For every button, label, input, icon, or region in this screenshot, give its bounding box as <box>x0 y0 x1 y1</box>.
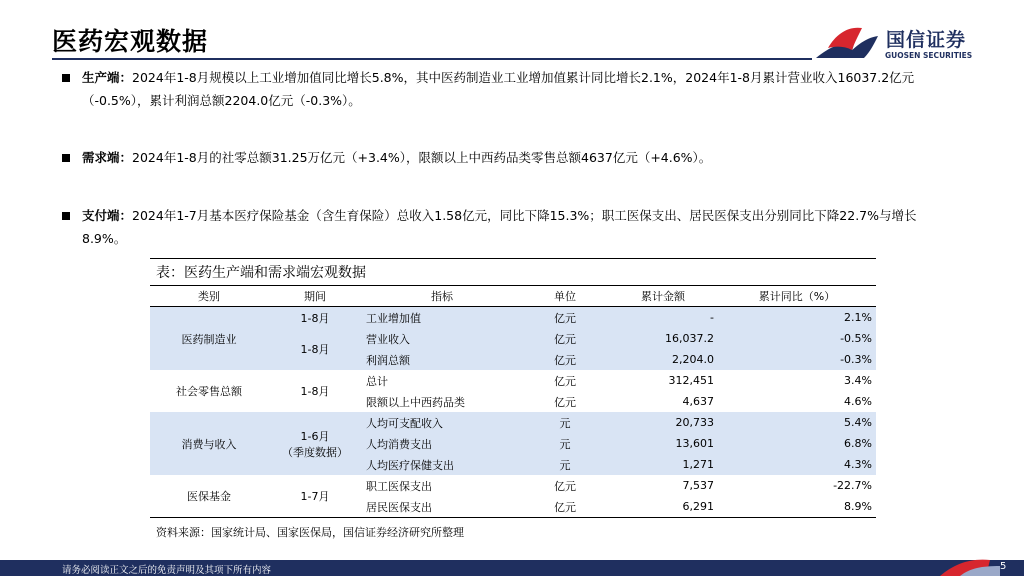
footer-decoration-icon <box>930 540 1000 576</box>
period-note: （季度数据） <box>282 445 348 459</box>
period-cell: 1-8月 <box>268 307 362 329</box>
indicator-cell: 职工医保支出 <box>366 479 432 493</box>
unit-cell: 亿元 <box>522 328 608 349</box>
yoy-cell: -0.3% <box>718 349 876 370</box>
table-header-row <box>150 286 876 307</box>
bullet-square-icon <box>62 154 70 162</box>
bullet-payment <box>62 204 952 250</box>
indicator-cell: 人均可支配收入 <box>362 412 522 433</box>
unit-cell: 元 <box>522 433 608 454</box>
indicator-cell: 营业收入 <box>362 328 522 349</box>
yoy-cell: 4.6% <box>844 395 872 408</box>
unit-cell: 元 <box>522 454 608 475</box>
unit-cell: 亿元 <box>554 374 576 388</box>
header-unit: 单位 <box>554 290 576 303</box>
unit-cell: 亿元 <box>554 395 576 409</box>
bullet-square-icon <box>62 212 70 220</box>
amount-cell: 4,637 <box>682 395 714 408</box>
yoy-cell: 2.1% <box>718 307 876 329</box>
period-cell: 1-8月 <box>268 328 362 370</box>
bullet-production <box>62 66 952 112</box>
period-cell: 1-7月 <box>300 490 330 503</box>
yoy-cell: 6.8% <box>718 433 876 454</box>
header-yoy: 累计同比（%） <box>758 290 836 303</box>
amount-cell: 16,037.2 <box>608 328 718 349</box>
yoy-cell: 3.4% <box>844 374 872 387</box>
yoy-cell: -0.5% <box>718 328 876 349</box>
category-cell: 消费与收入 <box>150 412 268 475</box>
table-row <box>150 307 876 329</box>
bullet-demand <box>62 146 952 169</box>
unit-cell: 亿元 <box>522 349 608 370</box>
category-cell: 社会零售总额 <box>176 385 242 398</box>
bullet-label: 生产端： <box>82 70 133 85</box>
unit-cell: 亿元 <box>554 500 576 514</box>
table-top-rule <box>150 258 876 259</box>
header-category: 类别 <box>198 290 220 303</box>
yoy-cell: 5.4% <box>718 412 876 433</box>
bullet-text: 2024年1-8月规模以上工业增加值同比增长5.8%，其中医药制造业工业增加值累计同比增长2.1%，2024年1-8月累计营业收入16037.2亿元（-0.5%），累计利润总额2204.0亿元（-0.3%）。 <box>82 70 915 108</box>
bullet-text: 2024年1-8月的社零总额31.25万亿元（+3.4%），限额以上中西药品类零售总额4637亿元（+4.6%）。 <box>132 150 712 165</box>
bullet-square-icon <box>62 74 70 82</box>
header-indicator: 指标 <box>431 290 453 303</box>
category-cell: 医保基金 <box>187 490 231 503</box>
page-title: 医药宏观数据 <box>52 27 209 56</box>
yoy-cell: 4.3% <box>718 454 876 475</box>
unit-cell: 亿元 <box>554 479 576 493</box>
unit-cell: 亿元 <box>522 307 608 329</box>
page-number: 5 <box>1000 561 1007 572</box>
indicator-cell: 人均消费支出 <box>362 433 522 454</box>
indicator-cell: 居民医保支出 <box>366 500 432 514</box>
table-row <box>150 370 876 391</box>
amount-cell: 7,537 <box>682 479 714 492</box>
table-title: 表：医药生产端和需求端宏观数据 <box>156 265 366 281</box>
indicator-cell: 工业增加值 <box>362 307 522 329</box>
period-cell: 1-8月 <box>300 385 330 398</box>
header-amount: 累计金额 <box>641 290 685 303</box>
unit-cell: 元 <box>522 412 608 433</box>
amount-cell: 13,601 <box>608 433 718 454</box>
period-line: 1-6月 <box>300 429 330 443</box>
bullet-label: 需求端： <box>82 150 133 165</box>
amount-cell: 20,733 <box>608 412 718 433</box>
indicator-cell: 限额以上中西药品类 <box>366 395 465 409</box>
bullet-text: 2024年1-7月基本医疗保险基金（含生育保险）总收入1.58亿元，同比下降15.3%；职工医保支出、居民医保支出分别同比下降22.7%与增长8.9%。 <box>82 208 917 246</box>
brand-name-en: GUOSEN SECURITIES <box>885 51 973 60</box>
table-source-note: 资料来源：国家统计局、国家医保局，国信证券经济研究所整理 <box>156 526 464 539</box>
amount-cell: 312,451 <box>668 374 714 387</box>
period-cell <box>268 412 362 475</box>
footer-disclaimer: 请务必阅读正文之后的免责声明及其项下所有内容 <box>62 565 272 576</box>
amount-cell: 1,271 <box>608 454 718 475</box>
bullet-label: 支付端： <box>82 208 133 223</box>
amount-cell: - <box>608 307 718 329</box>
title-divider <box>52 58 812 60</box>
category-cell: 医药制造业 <box>150 307 268 371</box>
indicator-cell: 利润总额 <box>362 349 522 370</box>
table-row <box>150 412 876 433</box>
indicator-cell: 总计 <box>366 374 388 388</box>
yoy-cell: -22.7% <box>833 479 872 492</box>
table-row <box>150 475 876 496</box>
amount-cell: 6,291 <box>682 500 714 513</box>
amount-cell: 2,204.0 <box>608 349 718 370</box>
brand-name: 国信证券 <box>886 29 967 51</box>
header-period: 期间 <box>304 290 326 303</box>
yoy-cell: 8.9% <box>844 500 872 513</box>
macro-data-table <box>150 285 876 518</box>
indicator-cell: 人均医疗保健支出 <box>362 454 522 475</box>
